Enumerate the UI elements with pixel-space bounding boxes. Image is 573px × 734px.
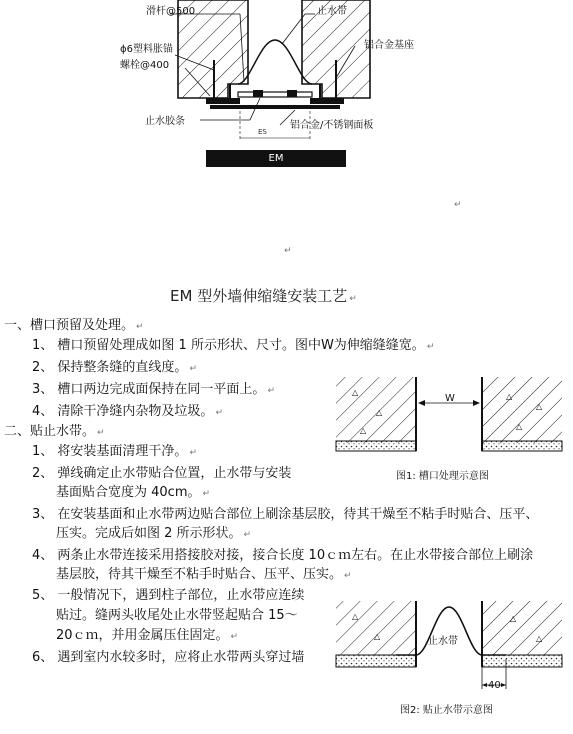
list-item: 4、 两条止水带连接采用搭接胶对接，接合长度 10ｃｍ左右。在止水带接合部位上刷涂 <box>32 548 534 563</box>
list-item: 4、 清除干净缝内杂物及垃圾。 ↵ <box>32 404 223 419</box>
list-item-continuation: 压实。完成后如图 2 所示形状。 ↵ <box>56 526 252 541</box>
label-es: ES <box>258 128 267 136</box>
fig1-caption: 图1: 槽口处理示意图 <box>396 471 489 482</box>
svg-text:△: △ <box>506 392 513 401</box>
fig2-dim-label: 40 <box>488 680 501 691</box>
svg-text:△: △ <box>516 422 523 431</box>
svg-text:△: △ <box>360 426 367 435</box>
list-item-continuation: 基层胶，待其干燥至不粘手时贴合、压平、压实。 ↵ <box>56 567 352 582</box>
doc-title: EM 型外墙伸缩缝安装工艺 ↵ <box>170 287 357 305</box>
fig1-w-label: W <box>445 393 455 404</box>
return-mark: ↵ <box>284 246 292 256</box>
label-waterstop-strip: 止水胶条 <box>145 116 185 127</box>
fig2-band-label: 止水带 <box>428 636 458 647</box>
svg-text:△: △ <box>352 388 359 397</box>
fig2-caption: 图2: 贴止水带示意图 <box>400 705 493 716</box>
svg-text:△: △ <box>374 632 381 641</box>
list-item: 2、 保持整条缝的直线度。 ↵ <box>32 360 197 375</box>
list-item: 3、 在安装基面和止水带两边贴合部位上刷涂基层胶，待其干燥至不粘手时贴合、压平、 <box>32 507 539 522</box>
svg-text:△: △ <box>536 634 543 643</box>
list-item: 1、 将安装基面清理干净。 ↵ <box>32 444 197 459</box>
top-section-diagram <box>110 0 410 175</box>
label-bolt: 螺栓@400 <box>120 60 170 71</box>
label-face-plate: 铝合金/不锈钢面板 <box>290 120 374 131</box>
section-heading: 二、贴止水带。 ↵ <box>4 424 105 439</box>
list-item: 1、 槽口预留处理成如图 1 所示形状、尺寸。图中W为伸缩缝缝宽。 ↵ <box>32 338 435 353</box>
svg-text:△: △ <box>352 612 359 621</box>
label-slide-rod: 滑杆@500 <box>146 6 196 17</box>
list-item: 5、 一般情况下，遇到柱子部位，止水带应连续 <box>32 588 305 603</box>
list-item-continuation: 20ｃｍ，并用金属压住固定。 ↵ <box>56 628 239 643</box>
return-mark: ↵ <box>454 200 462 210</box>
label-waterstop-band: 止水带 <box>317 6 347 17</box>
list-item: 2、 弹线确定止水带贴合位置，止水带与安装 <box>32 466 292 481</box>
list-item: 3、 槽口两边完成面保持在同一平面上。 ↵ <box>32 382 275 397</box>
list-item-continuation: 基面贴合宽度为 40cm。 ↵ <box>56 485 211 500</box>
list-item: 6、 遇到室内水较多时，应将止水带两头穿过墙 <box>32 650 305 665</box>
label-aluminum-base: 铝合金基座 <box>364 40 414 51</box>
section-heading: 一、槽口预留及处理。 ↵ <box>4 318 144 333</box>
figure-1 <box>330 375 570 455</box>
svg-text:△: △ <box>376 408 383 417</box>
svg-text:△: △ <box>510 614 517 623</box>
em-label: EM <box>268 153 284 164</box>
label-plastic-anchor: ϕ6塑料胀锚 <box>120 44 173 55</box>
svg-text:△: △ <box>536 402 543 411</box>
list-item-continuation: 贴过。缝两头收尾处止水带竖起贴合 15～ <box>56 608 298 623</box>
